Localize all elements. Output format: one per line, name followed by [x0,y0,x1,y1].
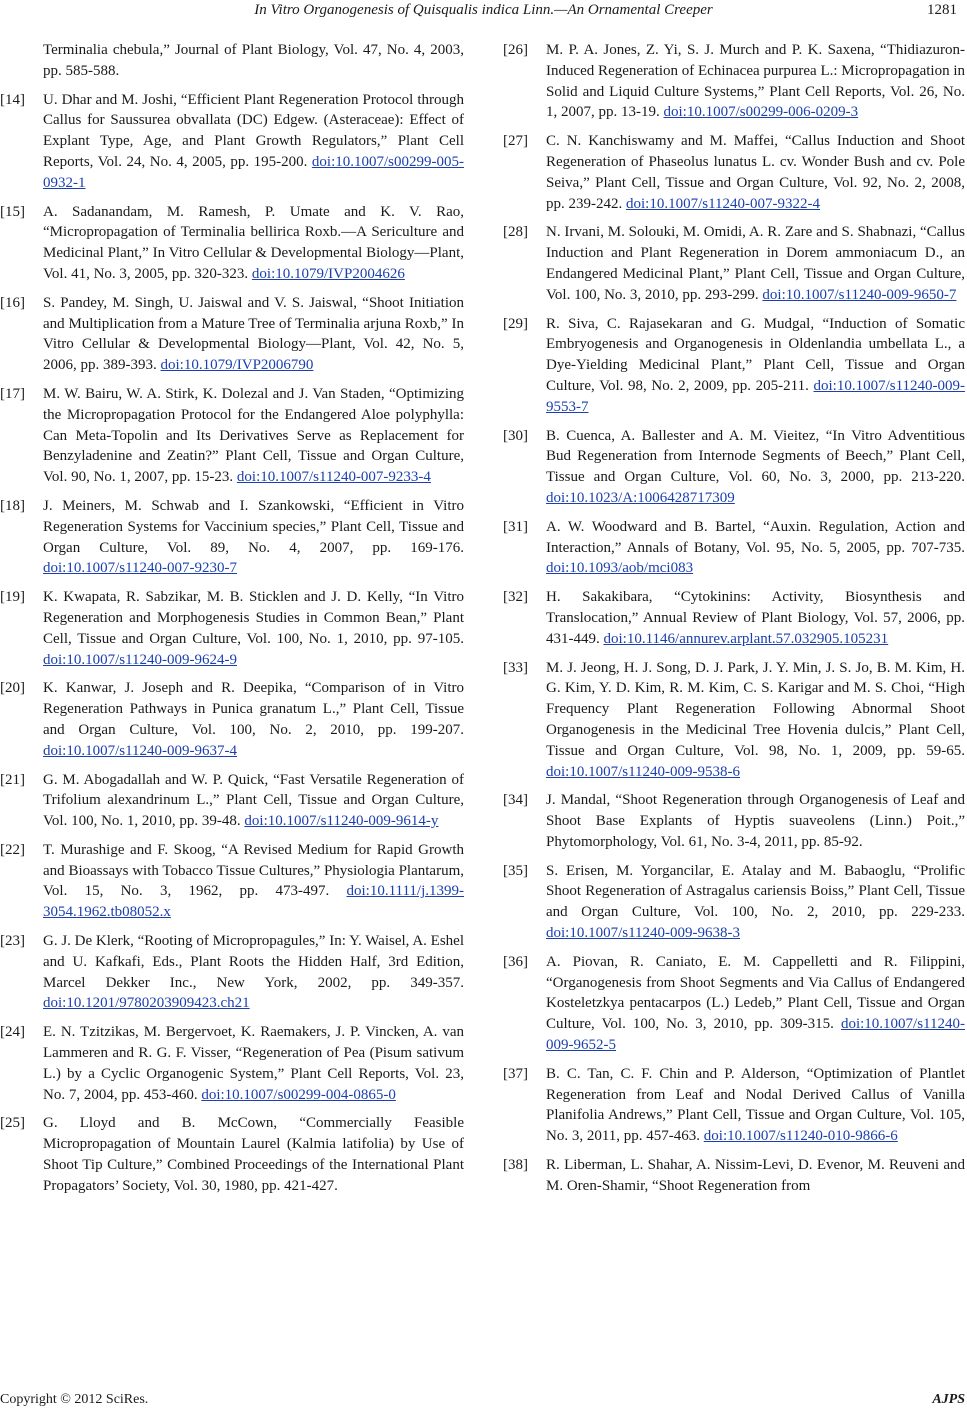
reference-number: [18] [0,497,25,514]
reference-citation: C. N. Kanchiswamy and M. Maffei, “Callus Induction and Shoot Regeneration of Phaseolus lunatus L. cv. Wonder Bush and cv. Pole Seiva,” Plant Cell, Tissue and Organ Culture, Vol. 92, No. 2, 2008, pp. 239-242. [546,133,965,212]
reference-text [546,314,965,418]
doi-link[interactable]: doi:10.1146/annurev.arplant.57.032905.105231 [603,630,889,647]
doi-link[interactable]: doi:10.1007/s11240-009-9614-y [244,813,439,830]
doi-link[interactable]: doi:10.1007/s00299-005-0932-1 [43,153,464,191]
reference-text [43,1022,464,1105]
reference-item [0,496,464,579]
reference-text [43,587,464,670]
reference-number: [15] [0,203,25,220]
reference-text [546,861,965,944]
reference-citation: S. Pandey, M. Singh, U. Jaiswal and V. S. Jaiswal, “Shoot Initiation and Multiplication from a Mature Tree of Terminalia arjuna Roxb,” In Vitro Cellular & Developmental Biology—Plant, Vol. 42, No. 5, 2006, pp. 389-393. [43,294,464,374]
doi-link[interactable]: doi:10.1007/s00299-006-0209-3 [663,104,859,121]
reference-number: [32] [503,589,528,606]
reference-citation: U. Dhar and M. Joshi, “Efficient Plant Regeneration Protocol through Callus for Saussurea obvallata (DC) Edgew. (Asteraceae): Effect of Explant Type, Age, and Plant Growth Regulators,” Plant Cell Reports, Vol. 24, No. 4, 2005, pp. 195-200. [43,91,464,170]
reference-number: [35] [503,862,528,879]
reference-citation: M. J. Jeong, H. J. Song, D. J. Park, J. Y. Min, J. S. Jo, B. M. Kim, H. G. Kim, Y. D. Kim, R. M. Kim, C. S. Karigar and M. S. Choi, “High Frequency Plant Regeneration Following Abnormal Shoot Organogenesis in the Medicinal Tree Hovenia dulcis,” Plant Cell, Tissue and Organ Culture, Vol. 98, No. 1, 2009, pp. 59-65. [546,659,965,759]
reference-number: [21] [0,771,25,788]
doi-link[interactable]: doi:10.1007/s11240-009-9553-7 [546,377,966,415]
reference-text [546,1064,965,1147]
reference-item [0,90,464,194]
reference-text [43,840,464,923]
journal-abbreviation: AJPS [932,1392,965,1407]
doi-link[interactable]: doi:10.1079/IVP2004626 [251,265,405,282]
reference-number: [33] [503,659,528,676]
reference-item [0,293,464,376]
doi-link[interactable]: doi:10.1007/s11240-009-9538-6 [546,763,741,780]
reference-number: [37] [503,1065,528,1082]
reference-number: [26] [503,42,528,58]
reference-item [503,426,965,509]
reference-citation: A. Piovan, R. Caniato, E. M. Cappelletti and R. Filippini, “Organogenesis from Shoot Segments and Via Callus of Endangered Kosteletzkya pentacarpos (L.) Ledeb,” Plant Cell, Tissue and Organ Culture, Vol. 100, No. 3, 2010, pp. 309-315. [546,953,965,1033]
reference-citation: N. Irvani, M. Solouki, M. Omidi, A. R. Zare and S. Shabnazi, “Callus Induction and Plant Regeneration in Dorem ammoniacum D., an Endangered Medicinal Plant,” Plant Cell, Tissue and Organ Culture, Vol. 100, No. 3, 2010, pp. 293-299. [546,224,965,303]
reference-item [0,384,464,488]
reference-text [546,426,965,509]
reference-item [503,1155,965,1197]
reference-number: [27] [503,133,528,150]
reference-citation: G. Lloyd and B. McCown, “Commercially Feasible Micropropagation of Mountain Laurel (Kalmia latifolia) by Use of Shoot Tip Culture,” Combined Proceedings of the International Plant Propagators’ Society, Vol. 30, 1980, pp. 421-427. [43,1115,464,1194]
reference-number: [16] [0,294,25,311]
reference-number: [34] [503,792,528,809]
doi-link[interactable]: doi:10.1007/s11240-007-9233-4 [236,469,431,486]
reference-number: [23] [0,933,25,950]
reference-item [503,517,965,579]
reference-item [0,40,464,82]
reference-item [0,931,464,1014]
reference-item [503,790,965,852]
reference-text [43,770,464,832]
reference-number: [19] [0,589,25,606]
reference-citation: G. M. Abogadallah and W. P. Quick, “Fast Versatile Regeneration of Trifolium alexandrinum L.,” Plant Cell, Tissue and Organ Culture, Vol. 100, No. 1, 2010, pp. 39-48. [43,771,464,830]
references-right-column [503,40,965,1205]
reference-text [546,131,965,214]
reference-text [43,1113,464,1196]
reference-citation: R. Liberman, L. Shahar, A. Nissim-Levi, D. Evenor, M. Reuveni and M. Oren-Shamir, “Shoot Regeneration from [546,1157,965,1194]
reference-item [503,40,965,123]
reference-number: [38] [503,1157,528,1174]
reference-number: [17] [0,385,25,402]
reference-number: [25] [0,1115,25,1132]
reference-citation: K. Kwapata, R. Sabzikar, M. B. Sticklen and J. D. Kelly, “In Vitro Regeneration and Morphogenesis Studies in Common Bean,” Plant Cell, Tissue and Organ Culture, Vol. 100, No. 1, 2010, pp. 97-105. [43,589,464,647]
reference-item [0,1113,464,1196]
doi-link[interactable]: doi:10.1007/s11240-010-9866-6 [703,1128,898,1145]
reference-item [503,314,965,418]
doi-link[interactable]: doi:10.1007/s00299-004-0865-0 [201,1086,396,1103]
reference-text [546,40,965,123]
reference-citation: A. Sadanandam, M. Ramesh, P. Umate and K. V. Rao, “Micropropagation of Terminalia bellirica Roxb.—A Sericulture and Medicinal Plant,” In Vitro Cellular & Developmental Biology—Plant, Vol. 41, No. 3, 2005, pp. 320-323. [43,203,464,282]
reference-text [43,496,464,579]
doi-link[interactable]: doi:10.1111/j.1399-3054.1962.tb08052.x [43,883,464,921]
doi-link[interactable]: doi:10.1079/IVP2006790 [160,357,314,374]
reference-item [0,1022,464,1105]
reference-text [43,384,464,488]
reference-text [43,90,464,194]
reference-item [503,1064,965,1147]
reference-item [503,952,965,1056]
reference-number: [14] [0,91,25,108]
doi-link[interactable]: doi:10.1007/s11240-007-9322-4 [626,195,821,212]
reference-text [43,678,464,761]
reference-item [503,222,965,305]
reference-citation: M. P. A. Jones, Z. Yi, S. J. Murch and P. K. Saxena, “Thidiazuron-Induced Regeneration of Echinacea purpurea L.: Micropropagation in Solid and Liquid Culture Systems,” Plant Cell Reports, Vol. 26, No. 1, 2007, pp. 13-19. [546,42,965,121]
reference-text [546,517,965,579]
reference-item [0,202,464,285]
doi-link[interactable]: doi:10.1007/s11240-009-9624-9 [43,651,238,668]
references-body [0,40,967,1370]
reference-citation: K. Kanwar, J. Joseph and R. Deepika, “Comparison of in Vitro Regeneration Pathways in Punica granatum L.,” Plant Cell, Tissue and Organ Culture, Vol. 100, No. 2, 2010, pp. 199-207. [43,680,464,738]
doi-link[interactable]: doi:10.1007/s11240-009-9650-7 [762,286,957,303]
doi-link[interactable]: doi:10.1007/s11240-009-9652-5 [546,1016,965,1054]
reference-text [546,790,965,852]
references-left-column [0,40,464,1205]
reference-citation: M. W. Bairu, W. A. Stirk, K. Dolezal and J. Van Staden, “Optimizing the Micropropagation Protocol for the Endangered Aloe polyphylla: Can Meta-Topolin and Its Derivatives Serve as Replacement for Benzyladenine and Zeatin?” Plant Cell, Tissue and Organ Culture, Vol. 90, No. 1, 2007, pp. 15-23. [43,385,464,486]
page-footer [0,1392,967,1412]
doi-link[interactable]: doi:10.1093/aob/mci083 [546,560,694,577]
reference-citation: H. Sakakibara, “Cytokinins: Activity, Biosynthesis and Translocation,” Annual Review of Plant Biology, Vol. 57, 2006, pp. 431-449. [546,589,965,647]
reference-item [503,131,965,214]
reference-citation: B. C. Tan, C. F. Chin and P. Alderson, “Optimization of Plantlet Regeneration from Leaf and Nodal Derived Callus of Vanilla Planifolia Andrews,” Plant Cell, Tissue and Organ Culture, Vol. 105, No. 3, 2011, pp. 457-463. [546,1065,965,1145]
running-title: In Vitro Organogenesis of Quisqualis indica Linn.—An Ornamental Creeper [254,2,713,18]
reference-citation: G. J. De Klerk, “Rooting of Micropropagules,” In: Y. Waisel, A. Eshel and U. Kafkafi, Eds., Plant Roots the Hidden Half, 3rd Edition, Marcel Dekker Inc., New York, 2002, pp. 349-357. [43,933,464,991]
reference-number: [20] [0,680,25,697]
reference-text [546,1155,965,1197]
reference-citation: A. W. Woodward and B. Bartel, “Auxin. Regulation, Action and Interaction,” Annals of Botany, Vol. 95, No. 5, 2005, pp. 707-735. [546,518,965,556]
reference-text [546,952,965,1056]
reference-citation: E. N. Tzitzikas, M. Bergervoet, K. Raemakers, J. P. Vincken, A. van Lammeren and R. G. F. Visser, “Regeneration of Pea (Pisum sativum L.) by a Cyclic Organogenic System,” Plant Cell Reports, Vol. 23, No. 7, 2004, pp. 453-460. [43,1024,464,1103]
reference-text [546,222,965,305]
doi-link[interactable]: doi:10.1007/s11240-009-9638-3 [546,925,741,942]
copyright-notice: Copyright © 2012 SciRes. [0,1392,149,1407]
reference-citation: J. Mandal, “Shoot Regeneration through Organogenesis of Leaf and Shoot Base Explants of Hyptis suaveolens (Linn.) Poit.,” Phytomorphology, Vol. 61, No. 3-4, 2011, pp. 85-92. [546,792,965,850]
reference-text [43,40,464,82]
reference-item [0,770,464,832]
page-number: 1281 [927,2,957,18]
reference-citation: S. Erisen, M. Yorgancilar, E. Atalay and M. Babaoglu, “Prolific Shoot Regeneration of Astragalus cariensis Boiss,” Plant Cell, Tissue and Organ Culture, Vol. 100, No. 2, 2010, pp. 229-233. [546,862,965,921]
reference-number: [29] [503,315,528,332]
reference-item [0,840,464,923]
reference-number: [30] [503,427,528,444]
reference-citation: B. Cuenca, A. Ballester and A. M. Vieitez, “In Vitro Adventitious Bud Regeneration from Internode Segments of Beech,” Plant Cell, Tissue and Organ Culture, Vol. 60, No. 3, 2000, pp. 213-220. [546,427,965,486]
doi-link[interactable]: doi:10.1007/s11240-007-9230-7 [43,560,238,577]
reference-text [546,587,965,649]
doi-link[interactable]: doi:10.1023/A:1006428717309 [546,489,735,506]
reference-number: [31] [503,518,528,535]
reference-text [43,931,464,1014]
doi-link[interactable]: doi:10.1007/s11240-009-9637-4 [43,742,238,759]
reference-text [546,658,965,783]
reference-number: [22] [0,841,25,858]
reference-number: [28] [503,224,528,241]
reference-text [43,293,464,376]
doi-link[interactable]: doi:10.1201/9780203909423.ch21 [43,995,250,1012]
reference-item [503,861,965,944]
reference-item [503,587,965,649]
reference-citation: R. Siva, C. Rajasekaran and G. Mudgal, “Induction of Somatic Embryogenesis and Organogenesis in Oldenlandia umbellata L., a Dye-Yielding Medicinal Plant,” Plant Cell, Tissue and Organ Culture, Vol. 98, No. 2, 2009, pp. 205-211. [546,315,965,394]
reference-citation: J. Meiners, M. Schwab and I. Szankowski, “Efficient in Vitro Regeneration Systems for Vaccinium species,” Plant Cell, Tissue and Organ Culture, Vol. 89, No. 4, 2007, pp. 169-176. [43,497,464,556]
reference-number: [36] [503,953,528,970]
reference-text [43,202,464,285]
reference-citation: Terminalia chebula,” Journal of Plant Biology, Vol. 47, No. 4, 2003, pp. 585-588. [43,42,464,79]
running-header [0,2,967,24]
reference-number: [24] [0,1024,25,1041]
reference-item [503,658,965,783]
reference-item [0,678,464,761]
reference-citation: T. Murashige and F. Skoog, “A Revised Medium for Rapid Growth and Bioassays with Tobacco Tissue Cultures,” Physiologia Plantarum, Vol. 15, No. 3, 1962, pp. 473-497. [43,841,464,900]
reference-item [0,587,464,670]
